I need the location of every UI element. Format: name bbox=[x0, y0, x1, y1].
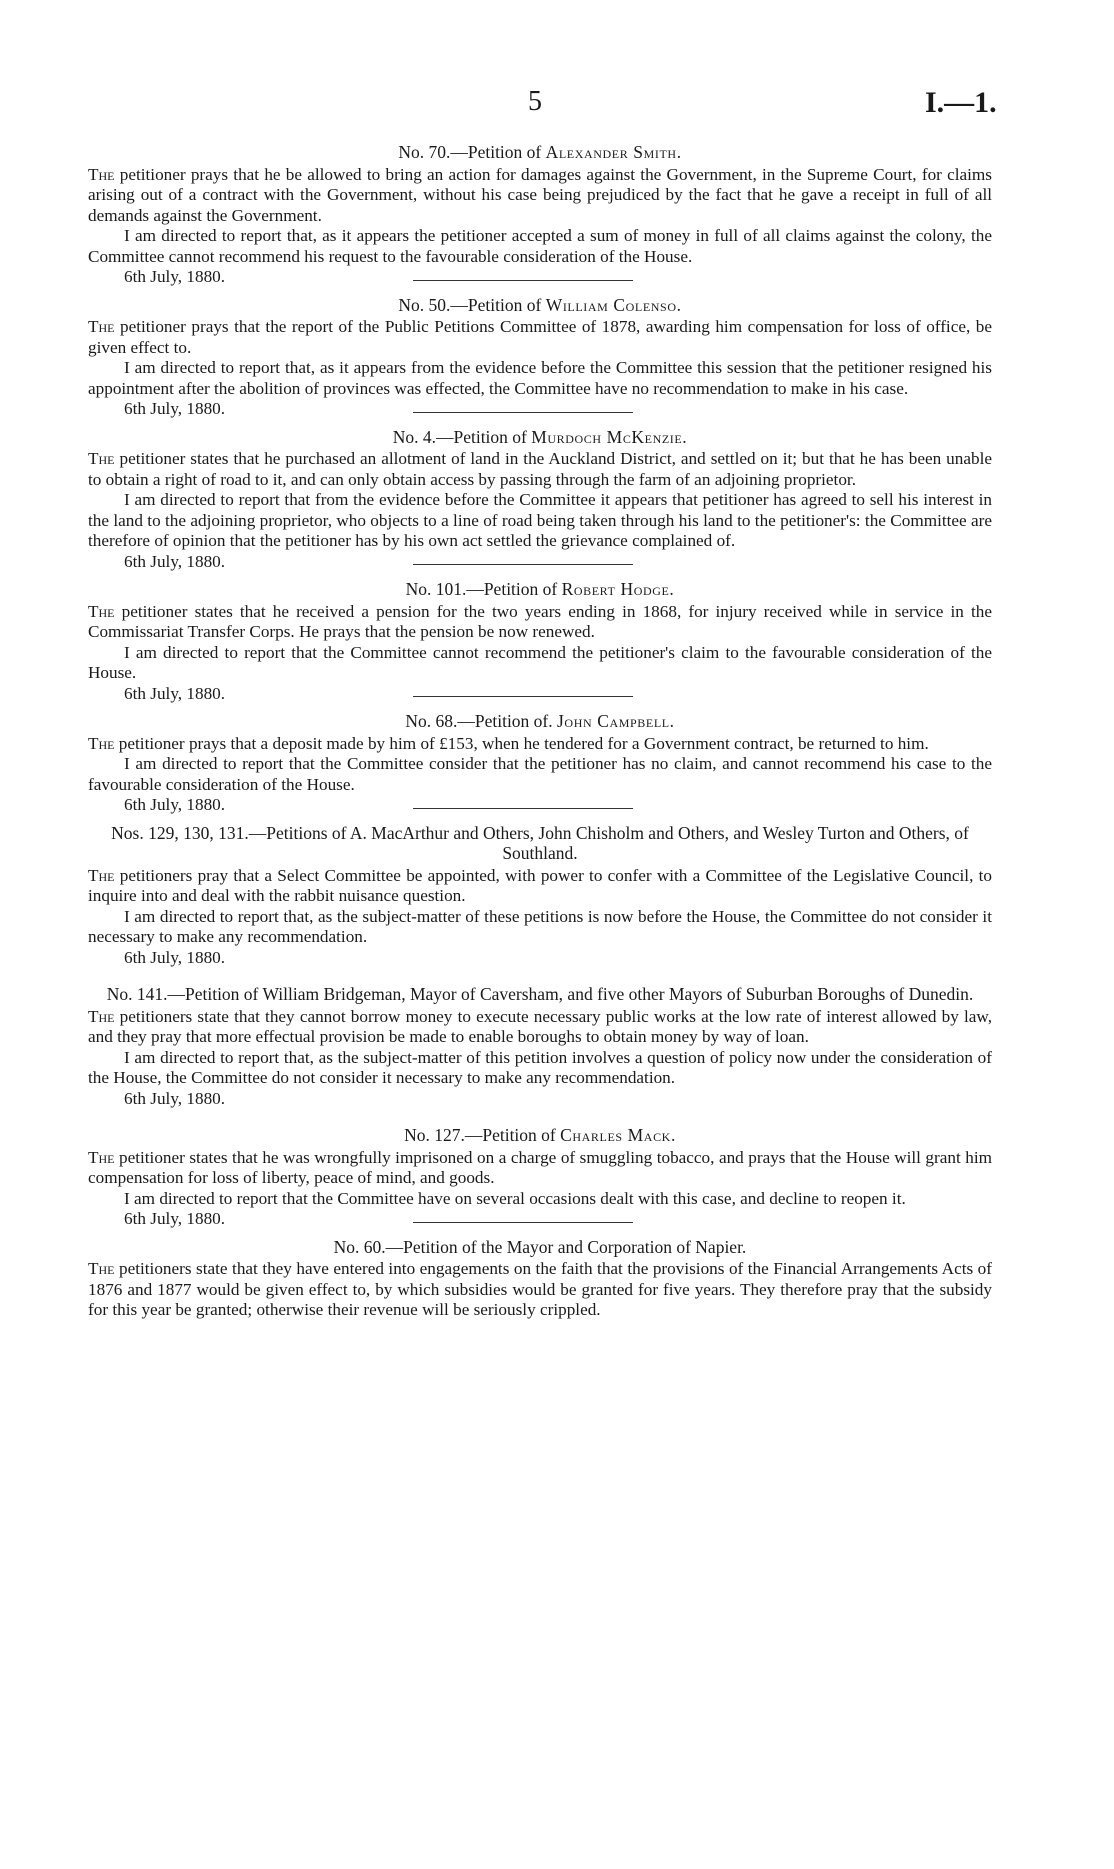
petition-heading: No. 141.—Petition of William Bridgeman, Mayor of Caversham, and five other Mayors of Suburban Boroughs of Dunedin. bbox=[106, 984, 974, 1004]
report-date: 6th July, 1880. bbox=[124, 683, 226, 703]
committee-report: I am directed to report that from the evidence before the Committee it appears that petitioner has agreed to sell his interest in the land to the adjoining proprietor, who objects to a line of road being taken through his land to the petitioner's: the Committee are therefore of opinion that the petitioner has by his own act settled the grievance complained of. bbox=[88, 490, 992, 550]
petition-heading: No. 68.—Petition of. John Campbell. bbox=[405, 711, 675, 731]
petition-section bbox=[88, 426, 992, 571]
petitioner-name: Charles Mack. bbox=[560, 1125, 676, 1145]
petitioner-name: William Colenso. bbox=[545, 294, 682, 315]
committee-report: I am directed to report that, as the subject-matter of this petition involves a question of policy now under the consideration of the House, the Committee do not consider it necessary to make any recommendation. bbox=[88, 1047, 992, 1087]
petition-section bbox=[88, 823, 992, 985]
petition-summary: The petitioner states that he received a pension for the two years ending in 1868, for injury received while in service in the Commissariat Transfer Corps. He prays that the pension be now renewed. bbox=[88, 601, 992, 641]
section-divider bbox=[413, 280, 633, 281]
section-divider bbox=[413, 412, 633, 413]
report-date: 6th July, 1880. bbox=[124, 267, 226, 286]
page-content bbox=[88, 142, 992, 1321]
petition-section bbox=[88, 711, 992, 814]
committee-report: I am directed to report that the Committee have on several occasions dealt with this case, and decline to reopen it. bbox=[124, 1188, 906, 1208]
paper-reference: I.—1. bbox=[925, 86, 997, 119]
petition-heading: No. 50.—Petition of William Colenso. bbox=[398, 294, 682, 315]
petitioner-name: Murdoch McKenzie. bbox=[531, 426, 688, 447]
petition-section bbox=[88, 294, 992, 418]
petition-summary: The petitioners pray that a Select Committee be appointed, with power to confer with a Committee of the Legislative Council, to inquire into and deal with the rabbit nuisance question. bbox=[88, 865, 992, 905]
petitioner-name: John Campbell. bbox=[557, 711, 675, 731]
report-date: 6th July, 1880. bbox=[124, 795, 226, 814]
committee-report: I am directed to report that, as it appears from the evidence before the Committee this session that the petitioner resigned his appointment after the abolition of provinces was effected, the Committee have no recommendation to make in his case. bbox=[88, 358, 992, 398]
petition-summary: The petitioner states that he was wrongfully imprisoned on a charge of smuggling tobacco, and prays that the House will grant him compensation for loss of liberty, peace of mind, and goods. bbox=[88, 1147, 992, 1187]
petition-section bbox=[88, 984, 992, 1125]
petition-heading: No. 60.—Petition of the Mayor and Corporation of Napier. bbox=[333, 1236, 747, 1257]
petition-section bbox=[88, 1125, 992, 1228]
petitioner-name: Robert Hodge. bbox=[561, 579, 675, 599]
report-date: 6th July, 1880. bbox=[124, 947, 226, 967]
petition-summary: The petitioner states that he purchased an allotment of land in the Auckland District, and settled on it; but that he has been unable to obtain a right of road to it, and can only obtain access by passing through the farm of an adjoining proprietor. bbox=[88, 449, 992, 489]
petition-heading: No. 4.—Petition of Murdoch McKenzie. bbox=[392, 426, 688, 447]
petition-heading: No. 70.—Petition of Alexander Smith. bbox=[398, 142, 682, 162]
petition-heading: No. 101.—Petition of Robert Hodge. bbox=[405, 579, 675, 599]
petition-summary: The petitioners state that they cannot borrow money to execute necessary public works at the low rate of interest allowed by law, and they pray that more effectual provision be made to enable boroughs to obtain money by way of loan. bbox=[88, 1006, 992, 1046]
report-date: 6th July, 1880. bbox=[124, 1088, 226, 1108]
page-number: 5 bbox=[528, 86, 542, 117]
committee-report: I am directed to report that, as the subject-matter of these petitions is now before the House, the Committee do not consider it necessary to make any recommendation. bbox=[88, 906, 992, 946]
committee-report: I am directed to report that, as it appears the petitioner accepted a sum of money in full of all claims against the colony, the Committee cannot recommend his request to the favourable consideration of the House. bbox=[88, 226, 992, 266]
petition-heading: Nos. 129, 130, 131.—Petitions of A. MacArthur and Others, John Chisholm and Others, and Wesley Turton and Others, of Southland. bbox=[111, 822, 969, 863]
report-date: 6th July, 1880. bbox=[124, 399, 226, 418]
section-spacer bbox=[88, 968, 992, 984]
report-date: 6th July, 1880. bbox=[124, 551, 226, 571]
section-divider bbox=[413, 564, 633, 565]
section-divider bbox=[413, 696, 633, 697]
section-divider bbox=[413, 808, 633, 809]
petition-section bbox=[88, 579, 992, 703]
petition-heading: No. 127.—Petition of Charles Mack. bbox=[404, 1125, 676, 1145]
petition-summary: The petitioner prays that the report of the Public Petitions Committee of 1878, awarding him compensation for loss of office, be given effect to. bbox=[88, 317, 992, 357]
petitioner-name: Alexander Smith. bbox=[545, 142, 682, 162]
committee-report: I am directed to report that the Committee cannot recommend the petitioner's claim to the favourable consideration of the House. bbox=[88, 642, 992, 682]
section-divider bbox=[413, 1222, 633, 1223]
petition-section bbox=[88, 1237, 992, 1321]
committee-report: I am directed to report that the Committee consider that the petitioner has no claim, and cannot recommend his case to the favourable consideration of the House. bbox=[88, 754, 992, 794]
petition-summary: The petitioner prays that a deposit made by him of £153, when he tendered for a Government contract, be returned to him. bbox=[88, 733, 929, 753]
petition-summary: The petitioner prays that he be allowed to bring an action for damages against the Government, in the Supreme Court, for claims arising out of a contract with the Government, without his case being prejudiced by the fact that he gave a receipt in full of all demands against the Government. bbox=[88, 164, 992, 225]
section-spacer bbox=[88, 1109, 992, 1125]
report-date: 6th July, 1880. bbox=[124, 1209, 226, 1228]
petition-summary: The petitioners state that they have entered into engagements on the faith that the provisions of the Financial Arrangements Acts of 1876 and 1877 would be given effect to, by which subsidies would be granted for five years. They therefore pray that the subsidy for this year be granted; otherwise their revenue will be seriously crippled. bbox=[88, 1259, 992, 1319]
petition-section bbox=[88, 142, 992, 286]
